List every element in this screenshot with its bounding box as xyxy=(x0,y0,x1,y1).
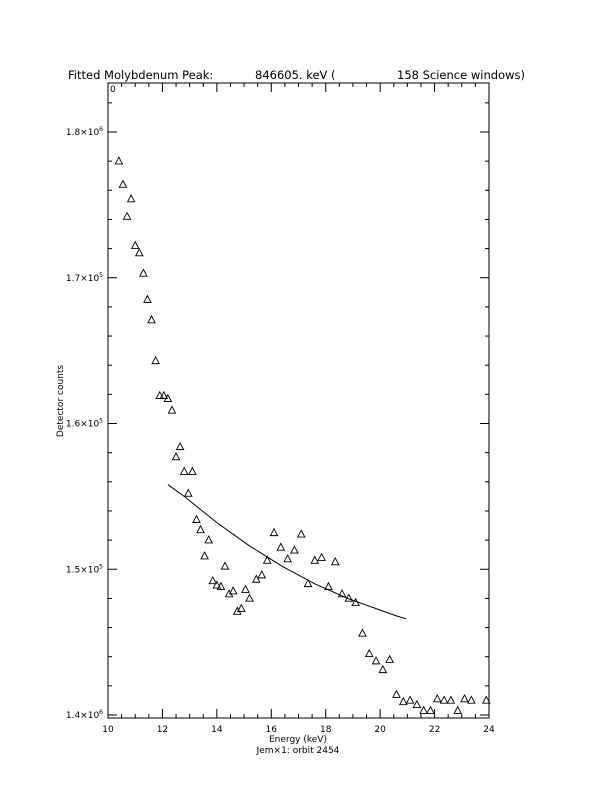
data-point-triangle xyxy=(201,552,208,559)
x-tick-label: 20 xyxy=(374,725,386,735)
data-point-triangle xyxy=(226,590,233,597)
data-point-triangle xyxy=(447,696,454,703)
chart-subtitle: Jem×1: orbit 2454 xyxy=(256,746,340,756)
data-point-triangle xyxy=(181,468,188,475)
data-point-triangle xyxy=(291,546,298,553)
data-point-triangle xyxy=(372,657,379,664)
x-tick-label: 22 xyxy=(428,725,441,735)
data-point-triangle xyxy=(132,242,139,249)
x-tick-label: 14 xyxy=(211,725,223,735)
x-tick-label: 16 xyxy=(265,725,278,735)
data-point-triangle xyxy=(164,395,171,402)
data-point-triangle xyxy=(420,707,427,714)
data-point-triangle xyxy=(298,530,305,537)
data-point-triangle xyxy=(461,695,468,702)
data-point-triangle xyxy=(221,562,228,569)
data-point-triangle xyxy=(119,180,126,187)
data-point-triangle xyxy=(427,707,434,714)
x-tick-label: 12 xyxy=(156,725,169,735)
y-tick-label: $1.4\times 10^6$ xyxy=(65,709,103,721)
data-marks xyxy=(115,157,490,713)
data-point-triangle xyxy=(193,516,200,523)
data-point-triangle xyxy=(406,696,413,703)
data-point-triangle xyxy=(332,558,339,565)
x-axis-label: Energy (keV) xyxy=(269,735,327,745)
chart-title-prefix: Fitted Molybdenum Peak: xyxy=(68,68,214,82)
y-axis xyxy=(66,103,489,721)
data-point-triangle xyxy=(304,580,311,587)
data-point-triangle xyxy=(318,554,325,561)
data-point-triangle xyxy=(359,629,366,636)
x-axis xyxy=(102,83,495,735)
data-point-triangle xyxy=(454,707,461,714)
x-tick-label: 18 xyxy=(319,725,332,735)
y-tick-label: $1.7\times 10^5$ xyxy=(65,271,103,284)
data-point-triangle xyxy=(136,249,143,256)
chart-title-energy: 846605. keV ( xyxy=(255,68,336,82)
data-point-triangle xyxy=(242,586,249,593)
y-tick-label: $1.5\times 10^5$ xyxy=(65,563,103,576)
data-point-triangle xyxy=(379,666,386,673)
data-point-triangle xyxy=(123,213,130,220)
data-point-triangle xyxy=(144,296,151,303)
y-tick-label: $1.6\times 10^5$ xyxy=(65,417,103,430)
data-point-triangle xyxy=(413,701,420,708)
data-point-triangle xyxy=(246,594,253,601)
data-point-triangle xyxy=(386,656,393,663)
data-point-triangle xyxy=(115,157,122,164)
data-point-triangle xyxy=(284,555,291,562)
x-tick-label: 10 xyxy=(102,725,114,735)
data-point-triangle xyxy=(434,695,441,702)
y-axis-label: Detector counts xyxy=(56,364,66,438)
chart-title-windows: 158 Science windows) xyxy=(397,68,525,82)
data-point-triangle xyxy=(277,543,284,550)
data-point-triangle xyxy=(213,581,220,588)
data-point-triangle xyxy=(270,529,277,536)
data-point-triangle xyxy=(189,468,196,475)
x-tick-label: 24 xyxy=(483,725,495,735)
data-point-triangle xyxy=(152,357,159,364)
data-point-triangle xyxy=(148,316,155,323)
y-tick-label: $1.8\times 10^6$ xyxy=(65,126,103,138)
data-point-triangle xyxy=(128,195,135,202)
data-point-triangle xyxy=(258,571,265,578)
data-point-triangle xyxy=(140,269,147,276)
data-point-triangle xyxy=(311,557,318,564)
data-point-triangle xyxy=(393,691,400,698)
corner-label: 0 xyxy=(110,85,116,95)
data-point-triangle xyxy=(234,608,241,615)
data-point-triangle xyxy=(209,577,216,584)
data-point-triangle xyxy=(366,650,373,657)
data-point-triangle xyxy=(205,536,212,543)
fit-curve-line xyxy=(168,485,406,619)
data-point-triangle xyxy=(197,526,204,533)
data-point-triangle xyxy=(177,443,184,450)
data-point-triangle xyxy=(168,406,175,413)
data-point-triangle xyxy=(185,489,192,496)
data-point-triangle xyxy=(172,453,179,460)
